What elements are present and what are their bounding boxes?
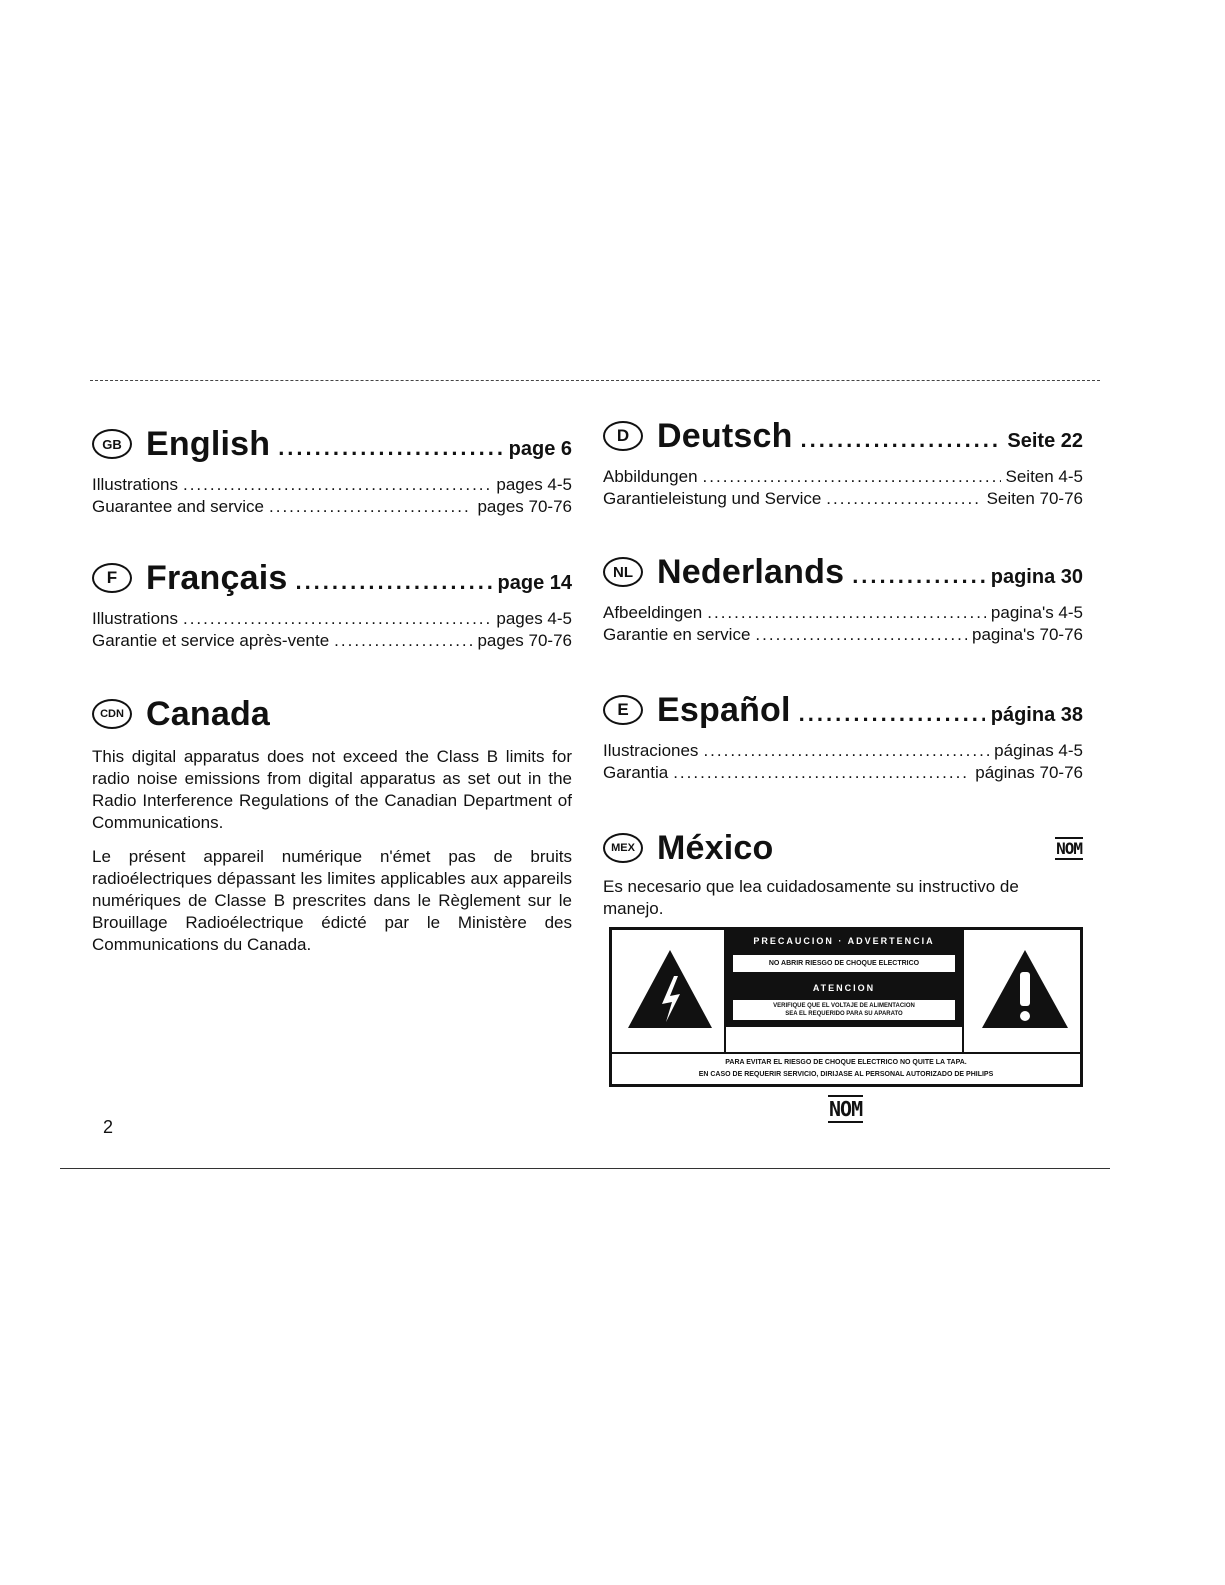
exclamation-warning-icon [980, 948, 1070, 1030]
toc-row: Garantieleistung und Service ..... Seiten 70-76 [603, 488, 1083, 510]
page-reference: page 14 [497, 571, 572, 594]
canada-paragraph-fr: Le présent appareil numérique n'émet pas de bruits radioélectriques dépassant les limites applicables aux appareils numériques de Classe B prescrites dans le Règlement sur le Brouillage Radioélectrique édicté par le Ministère des Communications du Canada. [92, 847, 572, 954]
page-number: 2 [103, 1117, 114, 1137]
section-deutsch [603, 410, 1083, 510]
page-reference: página 38 [990, 703, 1083, 726]
section-english [92, 418, 572, 518]
page-reference: pagina 30 [990, 565, 1083, 588]
nom-logo: NOM [1056, 838, 1082, 858]
page-reference: Seite 22 [1007, 429, 1083, 452]
warning-line-1: NO ABRIR RIESGO DE CHOQUE ELECTRICO [732, 954, 956, 973]
electric-shock-warning-icon [626, 948, 714, 1030]
toc-row: Abbildungen ..... Seiten 4-5 [603, 466, 1083, 488]
f-badge-icon: F [92, 563, 132, 593]
section-espanol [603, 684, 1083, 784]
nom-logo-bottom: NOM [829, 1097, 863, 1121]
warning-line-2b: SEA EL REQUERIDO PARA SU APARATO [785, 1011, 903, 1017]
section-canada [92, 688, 572, 968]
mex-badge-icon: MEX [603, 833, 643, 863]
page-reference: page 6 [508, 437, 572, 460]
toc-row: Illustrations ..... pages 4-5 [92, 608, 572, 630]
language-title: México [657, 828, 774, 867]
warning-atencion: ATENCION [726, 979, 962, 999]
language-title: Français [146, 558, 288, 597]
warning-footer: PARA EVITAR EL RIESGO DE CHOQUE ELECTRICO NO QUITE LA TAPA. EN CASO DE REQUERIR SERVICIO, DIRIJASE AL PERSONAL AUTORIZADO DE PHILIPS [612, 1052, 1080, 1084]
bottom-rule [60, 1168, 1110, 1169]
toc-row: Afbeeldingen ..... pagina's 4-5 [603, 602, 1083, 624]
mexico-paragraph: Es necesario que lea cuidadosamente su instructivo de manejo. [603, 877, 1019, 918]
toc-row: Garantie en service ..... pagina's 70-76 [603, 624, 1083, 646]
cdn-badge-icon: CDN [92, 699, 132, 729]
toc-row: Illustrations ..... pages 4-5 [92, 474, 572, 496]
e-badge-icon: E [603, 695, 643, 725]
warning-line-2a: VERIFIQUE QUE EL VOLTAJE DE ALIMENTACION [773, 1003, 915, 1009]
toc-row: Garantie et service après-vente ..... pages 70-76 [92, 630, 572, 652]
section-francais [92, 552, 572, 652]
warning-label-panel [609, 927, 1083, 1087]
section-nederlands [603, 546, 1083, 646]
nl-badge-icon: NL [603, 557, 643, 587]
gb-badge-icon: GB [92, 429, 132, 459]
toc-row: Guarantee and service ..... pages 70-76 [92, 496, 572, 518]
language-title: Canada [146, 694, 271, 733]
section-mexico [603, 822, 1083, 932]
toc-row: Garantia ..... páginas 70-76 [603, 762, 1083, 784]
warning-header: PRECAUCION · ADVERTENCIA [726, 930, 962, 951]
language-title: Español [657, 690, 791, 729]
language-title: Nederlands [657, 552, 845, 591]
top-rule [90, 380, 1100, 381]
canada-paragraph-en: This digital apparatus does not exceed the Class B limits for radio noise emissions from digital apparatus as set out in the Radio Interference Regulations of the Canadian Department of Communications. [92, 747, 572, 832]
warning-center-block [724, 930, 964, 1052]
d-badge-icon: D [603, 421, 643, 451]
toc-row: Ilustraciones ..... páginas 4-5 [603, 740, 1083, 762]
language-title: English [146, 424, 271, 463]
language-title: Deutsch [657, 416, 793, 455]
